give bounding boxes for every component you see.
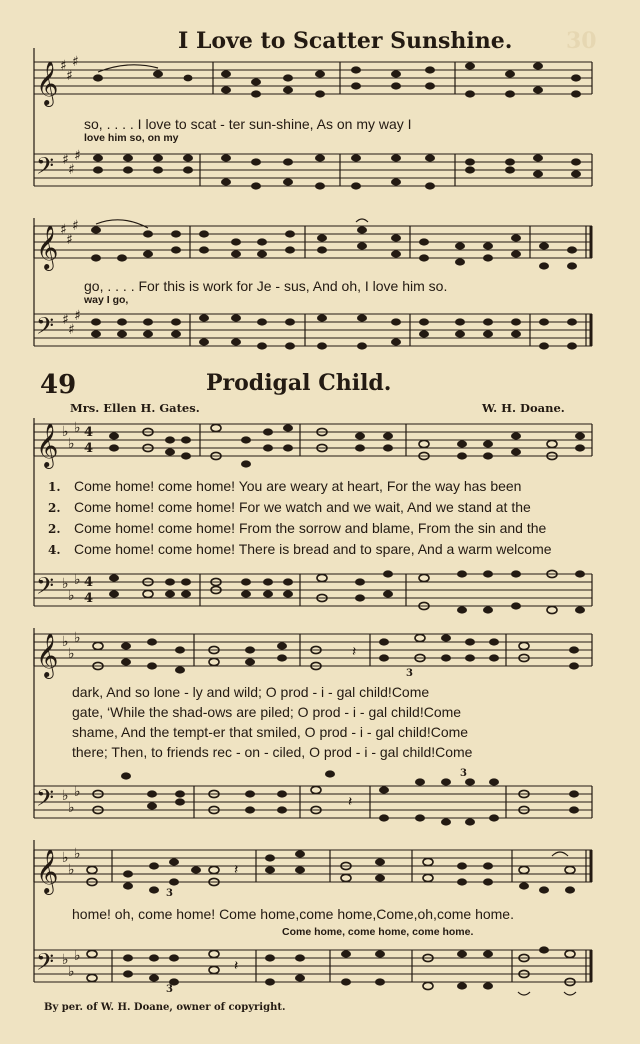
hymn1-system1-bass-staff [0,146,640,206]
svg-text:♭: ♭ [74,846,81,862]
svg-text:♭: ♭ [68,800,75,816]
svg-text:𝄢: 𝄢 [36,948,55,981]
svg-text:3: 3 [406,668,413,679]
svg-text:3: 3 [166,984,173,995]
svg-text:3: 3 [166,888,173,899]
verse-line [48,541,552,562]
hymn2-number: 49 [40,370,77,400]
svg-text:♯: ♯ [68,322,75,338]
svg-text:♭: ♭ [68,588,75,604]
svg-text:♭: ♭ [68,964,75,980]
hymn1-system2-bass-staff [0,306,640,362]
svg-text:4: 4 [84,575,94,590]
svg-text:♭: ♭ [68,646,75,662]
hymn2-final-lyric-small: Come home, come home, come home. [282,926,474,938]
svg-text:♯: ♯ [72,54,79,70]
refrain-line: shame, And the tempt-er that smiled, O prod - i - gal child!Come [72,724,469,740]
svg-text:𝄽: 𝄽 [352,644,357,660]
svg-text:𝄽: 𝄽 [234,958,239,974]
verse-number: 4. [48,543,61,557]
svg-text:♭: ♭ [74,572,81,588]
refrain-line: dark, And so lone - ly and wild; O prod - i - gal child!Come [72,684,430,700]
svg-text:𝄢: 𝄢 [36,784,55,817]
svg-text:𝄽: 𝄽 [234,862,239,878]
verse-line [48,520,552,541]
svg-text:𝄞: 𝄞 [36,633,59,677]
refrain-line: there; Then, to friends rec - on - ciled, O prod - i - gal child!Come [72,744,473,760]
hymn1-system2-lyric-small: way I go, [84,294,129,306]
svg-text:♭: ♭ [62,424,69,440]
svg-text:♭: ♭ [68,436,75,452]
copyright-notice: By per. of W. H. Doane, owner of copyright. [44,1002,286,1013]
verse-text: Come home! come home! There is bread and to spare, And a warm welcome [74,541,552,557]
treble-clef-icon [36,61,58,107]
hymn2-final-lyric: home! oh, come home! Come home,come home,Come,oh,come home. [72,906,514,922]
svg-text:♯: ♯ [66,68,73,84]
svg-text:𝄞: 𝄞 [36,423,59,467]
svg-text:♭: ♭ [62,850,69,866]
hymn2-author: Mrs. Ellen H. Gates. [70,401,200,415]
refrain-line: gate, ‘While the shad-ows are piled; O prod - i - gal child!Come [72,704,462,720]
svg-text:𝄢: 𝄢 [36,152,55,185]
svg-text:♯: ♯ [74,148,81,164]
hymn2-verses [48,478,552,562]
svg-text:𝄢: 𝄢 [36,312,55,345]
hymn2-system1-treble-staff [0,418,640,478]
hymn1-system1-lyric: so, . . . . I love to scat - ter sun-shine, As on my way I [84,116,412,132]
svg-text:♯: ♯ [72,218,79,234]
svg-text:𝄢: 𝄢 [36,572,55,605]
svg-text:♭: ♭ [74,784,81,800]
svg-text:3: 3 [460,768,467,779]
svg-text:𝄽: 𝄽 [348,794,353,810]
svg-text:♭: ♭ [74,948,81,964]
verse-text: Come home! come home! From the sorrow and blame, From the sin and the [74,520,547,536]
svg-text:♯: ♯ [66,232,73,248]
hymn2-system2-treble-staff [0,628,640,678]
svg-text:♭: ♭ [62,634,69,650]
svg-text:♯: ♯ [74,308,81,324]
verse-line [48,499,552,520]
svg-text:4: 4 [84,591,94,606]
verse-number: 2. [48,522,61,536]
verse-number: 1. [48,480,61,494]
verse-line [48,478,552,499]
hymn2-system1-bass-staff [0,566,640,622]
svg-text:4: 4 [84,441,94,456]
verse-text: Come home! come home! You are weary at heart, For the way has been [74,478,522,494]
svg-text:♭: ♭ [62,788,69,804]
hymn1-system2-treble-staff [0,218,640,272]
svg-text:♯: ♯ [68,162,75,178]
bass-clef-icon [36,152,54,185]
svg-text:♭: ♭ [74,420,81,436]
svg-text:♭: ♭ [62,952,69,968]
hymn2-composer: W. H. Doane. [482,401,565,415]
hymn1-system2-lyric: go, . . . . For this is work for Je - sus, And oh, I love him so. [84,278,448,294]
hymn2-refrain-lines [72,684,472,764]
svg-text:♯: ♯ [60,222,67,238]
hymn2-system2-bass-staff [0,770,640,834]
verse-number: 2. [48,501,61,515]
hymn2-system3-treble-staff [0,840,640,898]
hymn1-system1-treble-staff [0,56,640,106]
svg-text:♭: ♭ [68,862,75,878]
hymn2-title: Prodigal Child. [206,370,392,396]
bleedthrough-page-number: 30 [566,28,597,54]
svg-text:𝄞: 𝄞 [36,849,59,893]
key-signature-icon [60,54,79,84]
svg-text:♯: ♯ [60,58,67,74]
svg-text:♭: ♭ [62,576,69,592]
svg-text:♭: ♭ [74,630,81,646]
svg-text:♯: ♯ [62,312,69,328]
hymn1-title: I Love to Scatter Sunshine. [178,28,513,54]
hymn1-system1-lyric-small: love him so, on my [84,132,179,144]
svg-text:𝄞: 𝄞 [36,61,59,105]
svg-text:4: 4 [84,425,94,440]
verse-text: Come home! come home! For we watch and we wait, And we stand at the [74,499,531,515]
hymn2-system3-bass-staff [0,940,640,1002]
svg-text:♯: ♯ [62,152,69,168]
svg-text:𝄞: 𝄞 [36,225,59,269]
